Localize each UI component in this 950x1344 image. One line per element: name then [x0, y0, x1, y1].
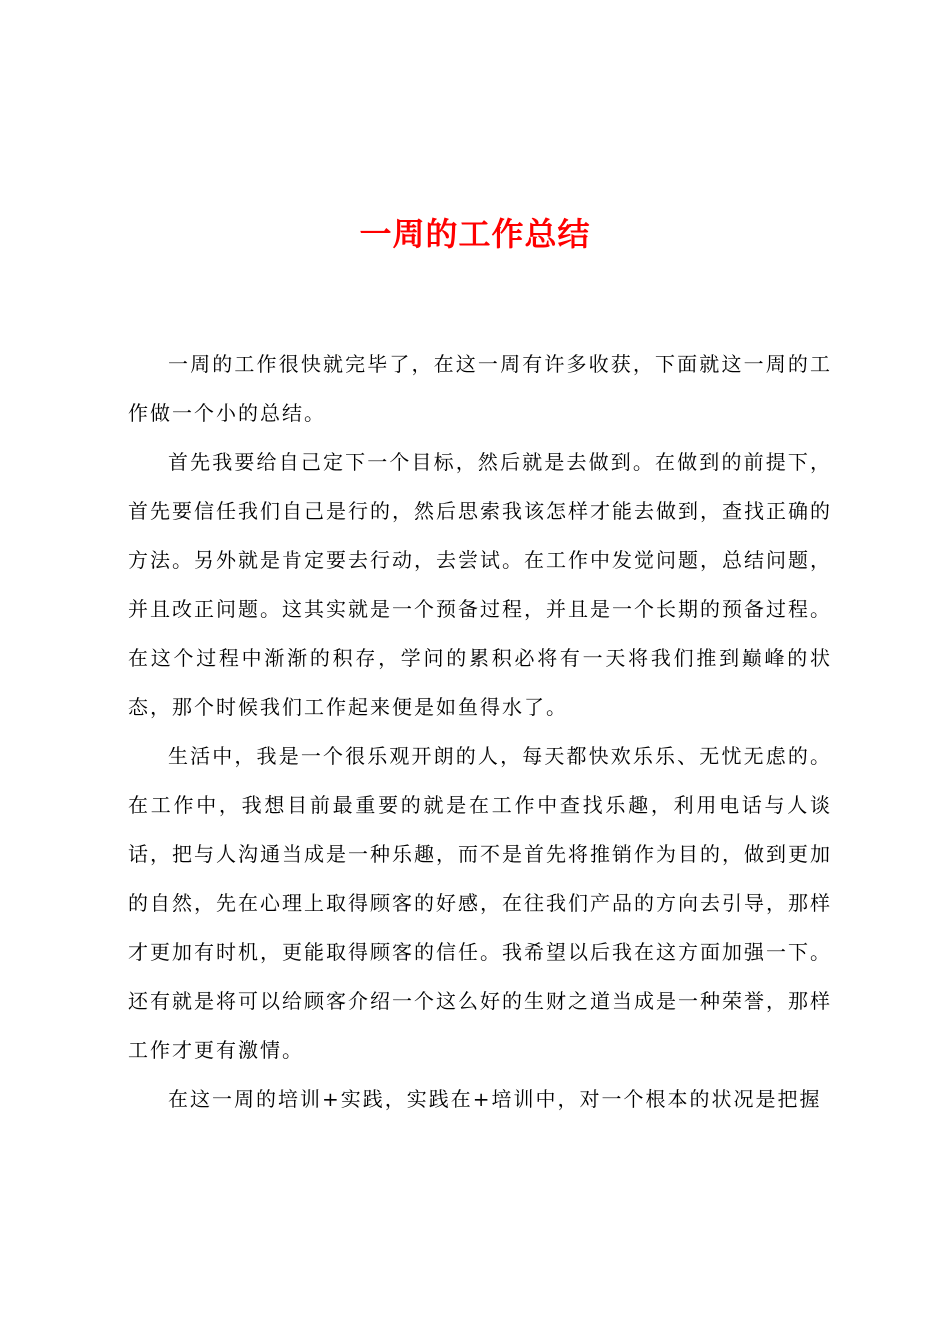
- document-title: 一周的工作总结: [359, 215, 591, 253]
- paragraph-1: 一周的工作很快就完毕了，在这一周有许多收获，下面就这一周的工作做一个小的总结。: [128, 352, 832, 425]
- paragraph-2: 首先我要给自己定下一个目标，然后就是去做到。在做到的前提下，首先要信任我们自己是行的，然后思索我该怎样才能去做到，查找正确的方法。另外就是肯定要去行动，去尝试。在工作中发觉问题，总结问题，并且改正问题。这其实就是一个预备过程，并且是一个长期的预备过程。在这个过程中渐渐的积存，学问的累积必将有一天将我们推到巅峰的状态，那个时候我们工作起来便是如鱼得水了。: [128, 450, 832, 719]
- document-body: [128, 340, 832, 1124]
- paragraph-3: 生活中，我是一个很乐观开朗的人，每天都快欢乐乐、无忧无虑的。在工作中，我想目前最重要的就是在工作中查找乐趣，利用电话与人谈话，把与人沟通当成是一种乐趣，而不是首先将推销作为目的，做到更加的自然，先在心理上取得顾客的好感，在往我们产品的方向去引导，那样才更加有时机，更能取得顾客的信任。我希望以后我在这方面加强一下。还有就是将可以给顾客介绍一个这么好的生财之道当成是一种荣誉，那样工作才更有激情。: [128, 744, 832, 1062]
- paragraph-4: 在这一周的培训+实践，实践在+培训中，对一个根本的状况是把握: [168, 1087, 822, 1111]
